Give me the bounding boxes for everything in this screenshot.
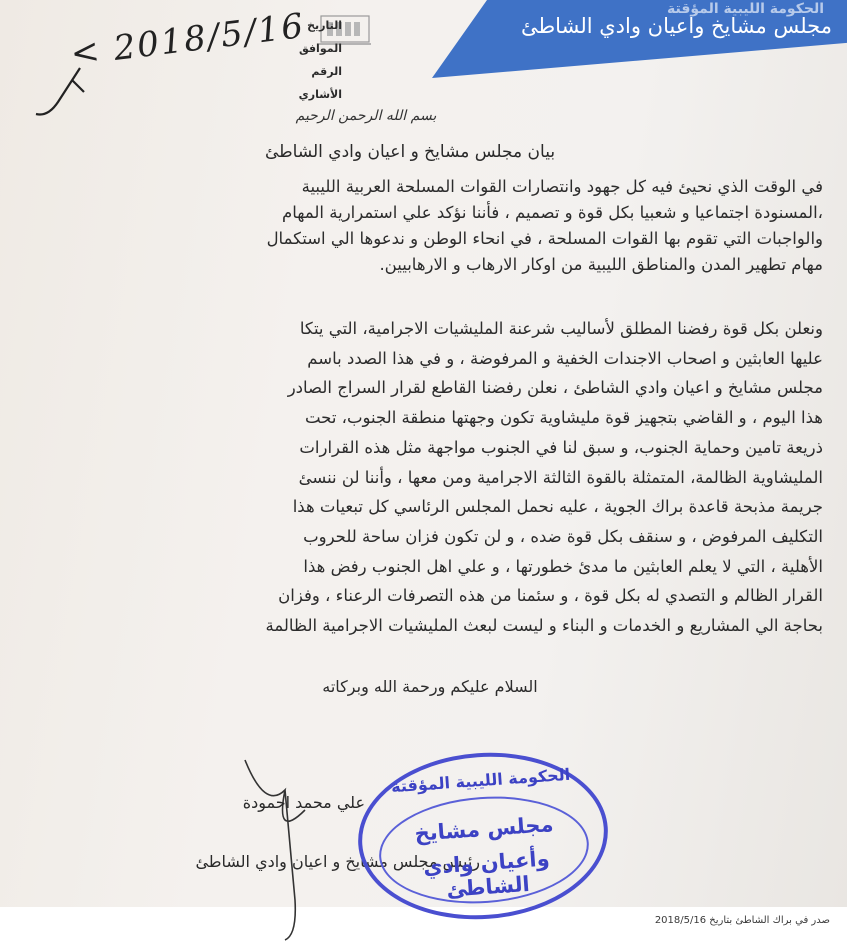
text-line: المليشاوية الظالمة، المتمثلة بالقوة الثالثة الاجرامية ومن معها ، وأننا لن ننسئ xyxy=(298,467,823,487)
signer-name: علي محمد احمودة xyxy=(242,793,365,812)
text-line: والواجبات التي تقوم بها القوات المسلحة ، في انحاء الوطن و ندعوها الي استكمال xyxy=(266,229,823,248)
handwritten-mark-icon xyxy=(28,62,88,122)
header-band-title: الحكومة الليبية المؤقتة xyxy=(667,2,824,17)
text-line: التكليف المرفوض ، و سنقف بكل قوة ضده ، و لن تكون فزان ساحة للحروب xyxy=(303,526,823,546)
text-line: جريمة مذبحة قاعدة براك الجوية ، عليه نحمل المجلس الرئاسي كل تبعيات هذا xyxy=(292,497,823,517)
text-line: الأهلية ، التي لا يعلم العابثين ما مدئ خطورتها ، و علي اهل الجنوب رفض هذا xyxy=(303,556,823,576)
statement-title: بيان مجلس مشايخ و اعيان وادي الشاطئ xyxy=(264,142,556,162)
text-line: عليها العابثين و اصحاب الاجندات الخفية و المرفوضة ، و في هذا الصدد باسم xyxy=(307,348,823,368)
official-stamp xyxy=(353,744,614,927)
signature-scribble-icon xyxy=(225,750,365,941)
closing-greeting: السلام عليكم ورحمة الله وبركاته xyxy=(322,677,538,696)
stamp-council-text: مجلس مشايخ xyxy=(413,812,555,846)
stamp-government-text: الحكومة الليبية المؤقتة xyxy=(390,764,571,797)
header-band-subtitle: مجلس مشايخ واعيان وادي الشاطئ xyxy=(520,14,832,38)
text-line: بحاجة الي المشاريع و الخدمات و البناء و ليست لبعث المليشيات الاجرامية الظالمة xyxy=(265,616,823,636)
stamp-council-text-2: وأعيان وادي الشاطئ xyxy=(422,846,551,902)
issued-note: صدر في براك الشاطئ بتاريخ 2018/5/16 xyxy=(654,915,830,926)
basmala: بسم الله الرحمن الرحيم xyxy=(295,108,437,124)
reference-number-label: الرقم الأشاري xyxy=(298,65,342,101)
text-line: في الوقت الذي نحيئ فيه كل جهود وانتصارات القوات المسلحة العربية الليبية xyxy=(301,177,823,196)
text-line: ونعلن بكل قوة رفضنا المطلق لأساليب شرعنة المليشيات الاجرامية، التي يتكا xyxy=(299,319,823,338)
text-line: القرار الظالم و التصدي له بكل قوة ، و سئمنا من هذه التصرفات الرعناء ، وفزان xyxy=(278,586,823,606)
text-line: ذريعة تامين وحماية الجنوب، و سبق لنا في الجنوب مواجهة مثل هذه القرارات xyxy=(299,437,823,457)
paragraph-1 xyxy=(60,174,823,278)
text-line: مجلس مشايخ و اعيان وادي الشاطئ ، نعلن رفضنا القاطع لقرار السراج الصادر xyxy=(287,378,823,398)
signer-title: رئيس مجلس مشايخ و اعيان وادي الشاطئ xyxy=(195,852,480,871)
text-line: مهام تطهير المدن والمناطق الليبية من اوكار الارهاب و الارهابيين. xyxy=(379,255,823,274)
text-line: هذا اليوم ، و القاضي بتجهيز قوة مليشاوية تكون وجهتها منطقة الجنوب، تحت xyxy=(304,408,823,428)
corresponding-date-label: الموافق xyxy=(298,42,342,55)
paragraph-2 xyxy=(60,314,823,641)
date-label: التاريخ xyxy=(307,19,342,32)
text-line: ،المسنودة اجتماعيا و شعبيا بكل قوة و تصميم ، فأننا نؤكد علي استمرارية المهام xyxy=(282,203,823,222)
handwritten-date: < 2018/5/16 xyxy=(68,5,308,75)
